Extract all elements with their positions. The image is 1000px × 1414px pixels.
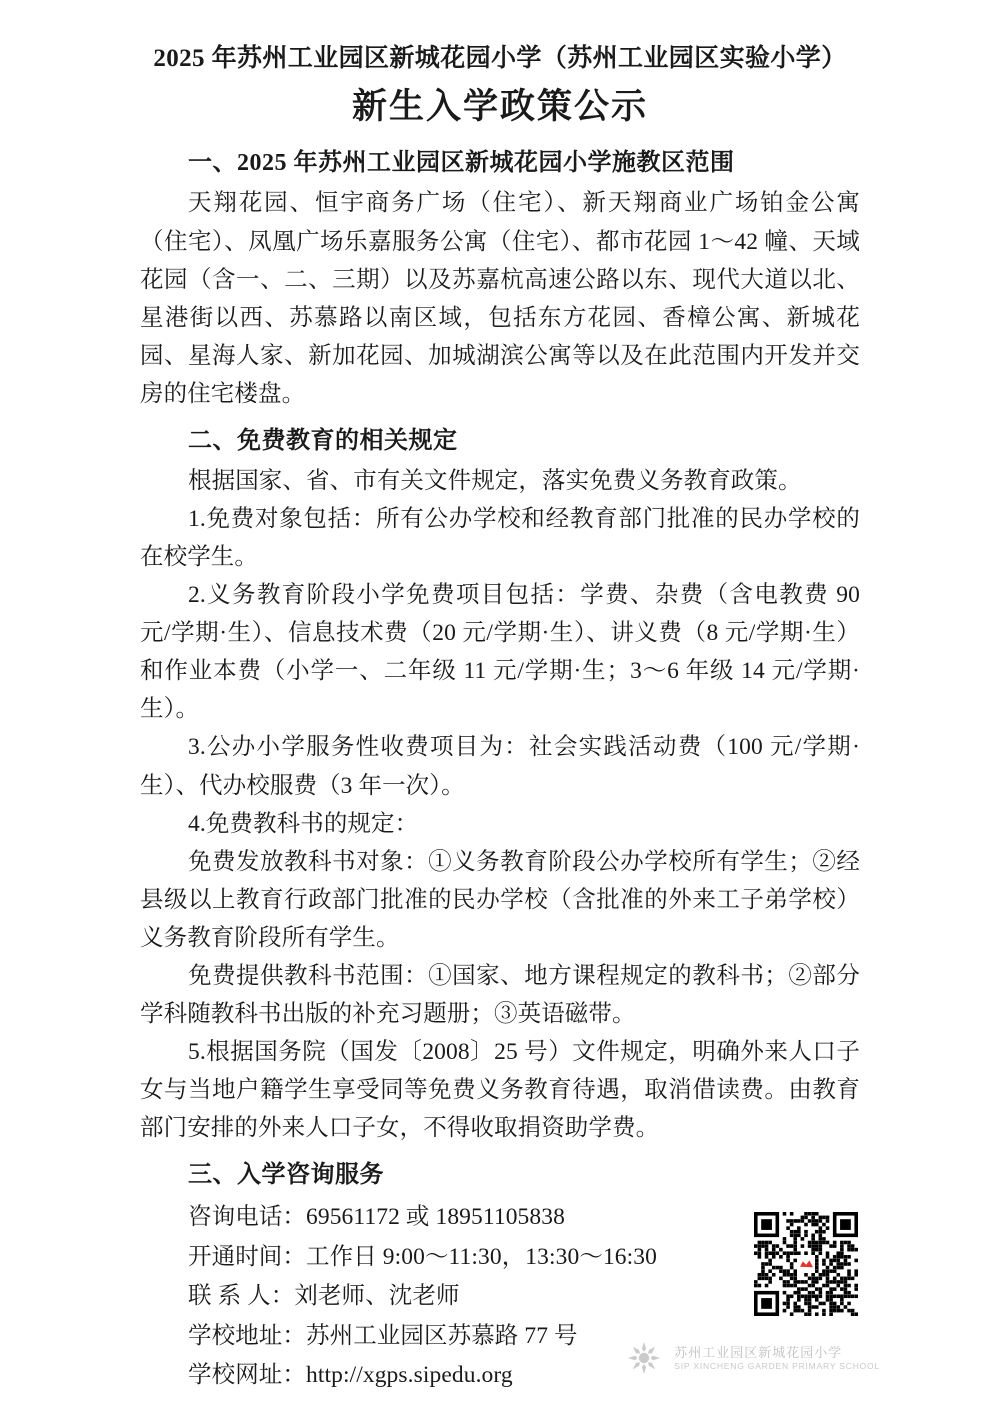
section-1-paragraph-1: 天翔花园、恒宇商务广场（住宅）、新天翔商业广场铂金公寓（住宅）、凤凰广场乐嘉服务公寓（住宅）、都市花园 1～42 幢、天域花园（含一、二、三期）以及苏嘉杭高速公路以东、现代大道以北、星港街以西、苏慕路以南区域，包括东方花园、香樟公寓、新城花园、星海人家、新加花园、加城湖滨公寓等以及在此范围内开发并交房的住宅楼盘。	[140, 190, 860, 407]
section-2-paragraph-5: 4.免费教科书的规定：	[188, 810, 419, 837]
page-title-line-1: 2025 年苏州工业园区新城花园小学（苏州工业园区实验小学）	[153, 45, 847, 72]
qr-code-icon	[754, 1212, 858, 1316]
qr-code[interactable]	[754, 1212, 858, 1316]
list-item: 开通时间：工作日 9:00～11:30，13:30～16:30	[188, 1243, 657, 1270]
school-emblem-icon	[624, 1338, 664, 1378]
section-2-paragraph-3: 2.义务教育阶段小学免费项目包括：学费、杂费（含电教费 90 元/学期·生）、信息技术费（20 元/学期·生）、讲义费（8 元/学期·生）和作业本费（小学一、二年级 11 元/学期·生；3～6 年级 14 元/学期·生）。	[140, 582, 860, 723]
list-item: 联 系 人：刘老师、沈老师	[188, 1283, 460, 1310]
document-content	[140, 0, 860, 1396]
section-heading-3: 三、入学咨询服务	[188, 1162, 384, 1189]
section-2-paragraph-6: 免费发放教科书对象：①义务教育阶段公办学校所有学生；②经县级以上教育行政部门批准的民办学校（含批准的外来工子弟学校）义务教育阶段所有学生。	[140, 848, 860, 951]
list-item: 学校地址：苏州工业园区苏慕路 77 号	[188, 1322, 578, 1349]
section-2-paragraph-1: 根据国家、省、市有关文件规定，落实免费义务教育政策。	[188, 468, 802, 494]
list-item: 学校网址：http://xgps.sipedu.org	[188, 1362, 513, 1389]
footer-school-logo	[624, 1338, 880, 1378]
section-2-paragraph-7: 免费提供教科书范围：①国家、地方课程规定的教科书；②部分学科随教科书出版的补充习题册；③英语磁带。	[140, 962, 860, 1027]
mountain-logo-icon	[797, 1255, 815, 1273]
section-2-paragraph-8: 5.根据国务院（国发〔2008〕25 号）文件规定，明确外来人口子女与当地户籍学生享受同等免费义务教育待遇，取消借读费。由教育部门安排的外来人口子女，不得收取捐资助学费。	[140, 1038, 860, 1142]
footer-school-name-en: SIP XINCHENG GARDEN PRIMARY SCHOOL	[674, 1360, 880, 1371]
footer-school-name-cn: 苏州工业园区新城花园小学	[674, 1344, 843, 1360]
section-2-paragraph-2: 1.免费对象包括：所有公办学校和经教育部门批准的民办学校的在校学生。	[140, 506, 860, 571]
section-heading-2: 二、免费教育的相关规定	[188, 427, 458, 454]
section-heading-1: 一、2025 年苏州工业园区新城花园小学施教区范围	[188, 150, 735, 177]
page-title-line-2: 新生入学政策公示	[351, 86, 648, 126]
list-item: 咨询电话：69561172 或 18951105838	[188, 1204, 565, 1231]
footer-school-name	[674, 1345, 880, 1372]
section-2-paragraph-4: 3.公办小学服务性收费项目为：社会实践活动费（100 元/学期·生）、代办校服费（3 年一次）。	[140, 734, 860, 799]
